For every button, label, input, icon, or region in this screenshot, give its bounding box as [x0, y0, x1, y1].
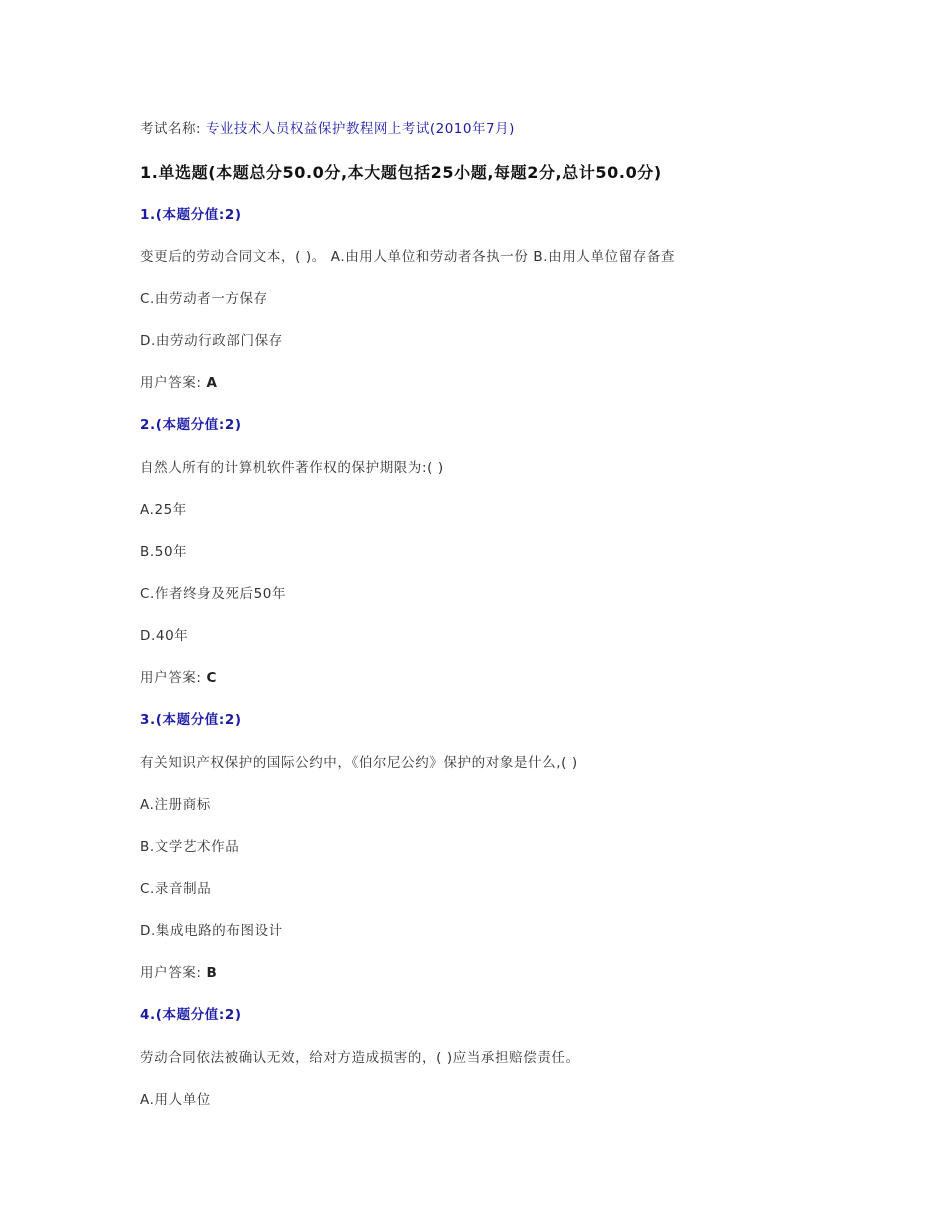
question-3-option-b: B.文学艺术作品: [140, 839, 240, 855]
answer-value: A: [206, 375, 218, 391]
section-title: 1.单选题(本题总分50.0分,本大题包括25小题,每题2分,总计50.0分): [140, 163, 662, 182]
question-4-stem: 劳动合同依法被确认无效，给对方造成损害的，( )应当承担赔偿责任。: [140, 1050, 580, 1066]
question-3-option-d: D.集成电路的布图设计: [140, 923, 283, 939]
exam-name-value: 专业技术人员权益保护教程网上考试(2010年7月): [205, 121, 515, 137]
exam-name-label: 考试名称:: [140, 121, 202, 137]
question-2-option-c: C.作者终身及死后50年: [140, 586, 287, 602]
answer-label: 用户答案:: [140, 375, 202, 391]
question-1-stem: 变更后的劳动合同文本，( )。 A.由用人单位和劳动者各执一份 B.由用人单位留存备查: [140, 249, 676, 265]
question-2-option-d: D.40年: [140, 628, 189, 644]
question-3-option-c: C.录音制品: [140, 881, 212, 897]
question-1-option-d: D.由劳动行政部门保存: [140, 333, 283, 349]
question-2-header: 2.(本题分值:2): [140, 417, 242, 433]
question-1-option-c: C.由劳动者一方保存: [140, 291, 268, 307]
question-1-answer: [140, 373, 218, 393]
question-3-answer: [140, 963, 217, 983]
exam-name-line: [140, 117, 515, 137]
question-3-option-a: A.注册商标: [140, 797, 211, 813]
question-1-header: 1.(本题分值:2): [140, 207, 242, 223]
question-4-header: 4.(本题分值:2): [140, 1007, 242, 1023]
answer-label: 用户答案:: [140, 965, 202, 981]
question-2-option-b: B.50年: [140, 544, 188, 560]
answer-label: 用户答案:: [140, 670, 202, 686]
question-2-option-a: A.25年: [140, 502, 187, 518]
answer-value: B: [206, 965, 218, 981]
question-3-stem: 有关知识产权保护的国际公约中，《伯尔尼公约》保护的对象是什么,( ): [140, 755, 578, 771]
question-2-stem: 自然人所有的计算机软件著作权的保护期限为:( ): [140, 460, 444, 476]
question-4-option-a: A.用人单位: [140, 1092, 211, 1108]
question-3-header: 3.(本题分值:2): [140, 712, 242, 728]
question-2-answer: [140, 668, 217, 688]
answer-value: C: [206, 670, 217, 686]
